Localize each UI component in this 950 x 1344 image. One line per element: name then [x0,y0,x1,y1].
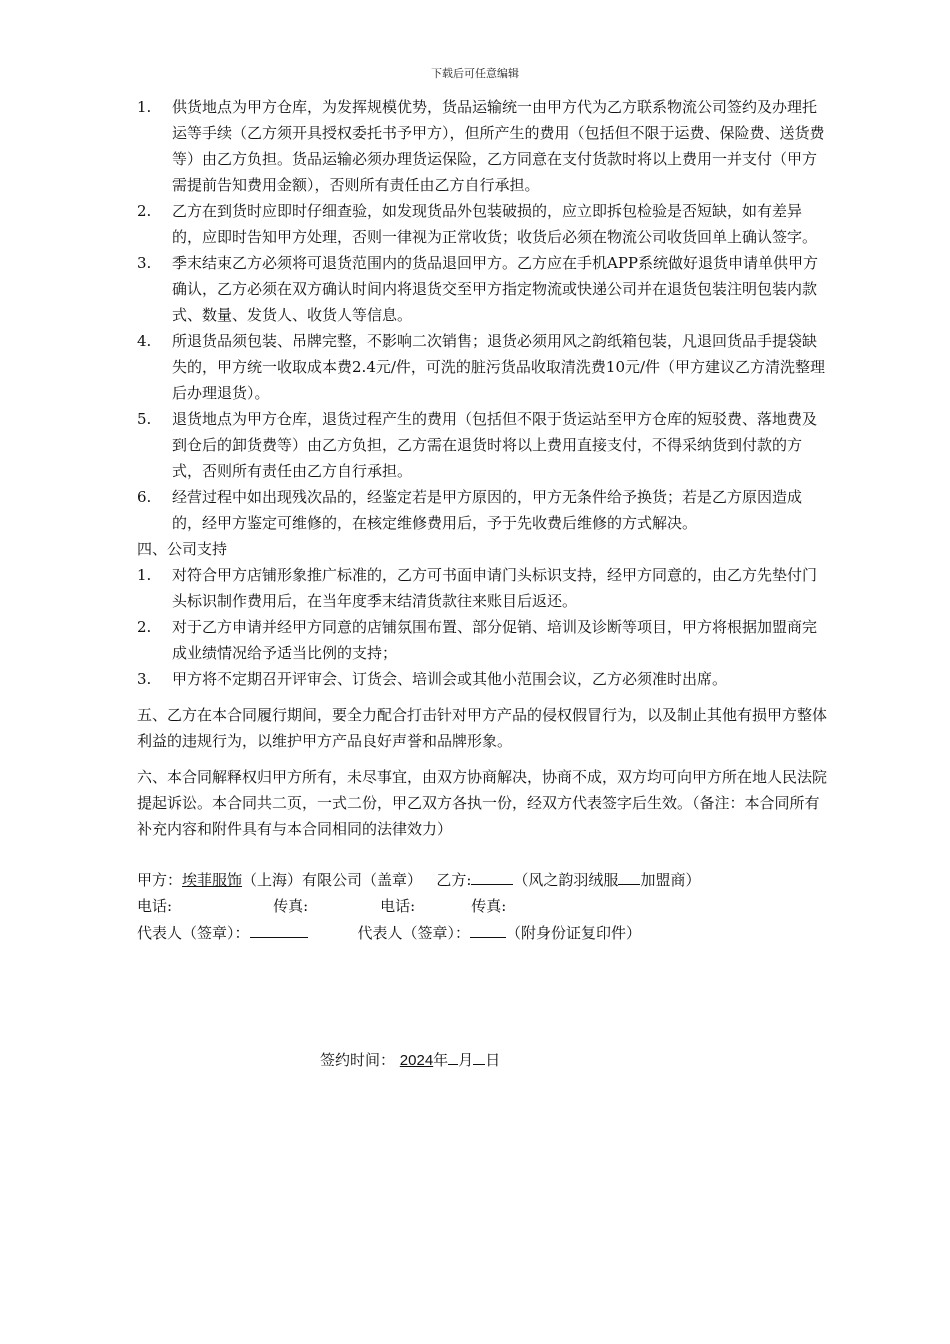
date-year: 2024 [399,1052,434,1069]
item-text: 乙方在到货时应即时仔细查验，如发现货品外包装破损的，应立即拆包检验是否短缺，如有差异的，应即时告知甲方处理，否则一律视为正常收货；收货后必须在物流公司收货回单上确认签字。 [172,202,818,246]
party-a-suffix: （上海）有限公司（盖章） [242,871,423,889]
item-text: 对符合甲方店铺形象推广标准的，乙方可书面申请门头标识支持，经甲方同意的，由乙方先垫付门头标识制作费用后，在当年度季末结清货款往来账目后返还。 [172,566,818,610]
section3-list [137,94,827,536]
party-a-name: 埃菲服饰 [182,871,243,889]
section6-paragraph: 六、本合同解释权归甲方所有，未尽事宜，由双方协商解决，协商不成，双方均可向甲方所在地人民法院提起诉讼。本合同共二页，一式二份，甲乙双方各执一份，经双方代表签字后生效。（备注：本合同所有补充内容和附件具有与本合同相同的法律效力） [137,768,828,838]
section5-paragraph: 五、乙方在本合同履行期间，要全力配合打击针对甲方产品的侵权假冒行为，以及制止其他有损甲方整体利益的违规行为，以维护甲方产品良好声誉和品牌形象。 [137,706,828,750]
contract-body [137,94,827,946]
item-number: 1. [137,98,152,116]
phone-label-a: 电话: [137,897,173,915]
list-item [137,614,827,666]
date-month-unit: 月 [458,1051,474,1069]
date-year-unit: 年 [433,1051,449,1069]
list-item [137,94,827,198]
list-item [137,406,827,484]
phone-label-b: 电话: [380,897,416,915]
item-number: 5. [137,410,152,428]
party-b-end: 加盟商） [640,871,701,889]
signing-date [320,1046,500,1074]
id-note: （附身份证复印件） [506,924,642,942]
item-number: 2. [137,202,152,220]
item-number: 3. [137,254,152,272]
list-item [137,562,827,614]
item-text: 供货地点为甲方仓库，为发挥规模优势，货品运输统一由甲方代为乙方联系物流公司签约及办理托运等手续（乙方须开具授权委托书予甲方），但所产生的费用（包括但不限于运费、保险费、送货费等）由乙方负担。货品运输必须办理货运保险，乙方同意在支付货款时将以上费用一并支付（甲方需提前告知费用金额），否则所有责任由乙方自行承担。 [172,98,825,194]
item-number: 6. [137,488,152,506]
signature-contact-row [137,893,827,919]
party-a-label: 甲方： [137,871,183,889]
rep-label-a: 代表人（签章）： [137,924,250,942]
list-item [137,484,827,536]
party-b-suffix: （风之韵羽绒服 [513,871,619,889]
item-number: 1. [137,566,152,584]
item-text: 经营过程中如出现残次品的，经鉴定若是甲方原因的，甲方无条件给予换货；若是乙方原因造成的，经甲方鉴定可维修的，在核定维修费用后，予于先收费后维修的方式解决。 [172,488,803,532]
item-text: 退货地点为甲方仓库，退货过程产生的费用（包括但不限于货运站至甲方仓库的短驳费、落地费及到仓后的卸货费等）由乙方负担，乙方需在退货时将以上费用直接支付，不得采纳货到付款的方式，否则所有责任由乙方自行承担。 [172,410,818,480]
rep-blank-a [250,919,308,938]
fax-label-a: 传真: [273,897,309,915]
date-day-unit: 日 [485,1051,501,1069]
rep-blank-b [470,919,506,938]
list-item [137,328,827,406]
section4-title: 四、公司支持 [137,540,228,558]
signature-party-row [137,866,827,893]
signature-block [137,866,827,946]
date-day-blank [473,1046,485,1065]
item-number: 4. [137,332,152,350]
item-text: 甲方将不定期召开评审会、订货会、培训会或其他小范围会议，乙方必须准时出席。 [172,670,728,688]
list-item [137,198,827,250]
party-b-label: 乙方: [436,871,472,889]
item-text: 季末结束乙方必须将可退货范围内的货品退回甲方。乙方应在手机APP系统做好退货申请单供甲方确认，乙方必须在双方确认时间内将退货交至甲方指定物流或快递公司并在退货包装注明包装内款式、数量、发货人、收货人等信息。 [172,254,819,324]
item-text: 对于乙方申请并经甲方同意的店铺氛围布置、部分促销、培训及诊断等项目，甲方将根据加盟商完成业绩情况给予适当比例的支持； [172,618,818,662]
fax-label-b: 传真: [471,897,507,915]
date-label: 签约时间： [320,1051,396,1069]
item-text: 所退货品须包装、吊牌完整，不影响二次销售；退货必须用风之韵纸箱包装，凡退回货品手提袋缺失的，甲方统一收取成本费2.4元/件，可洗的脏污货品收取清洗费10元/件（甲方建议乙方清洗整理后办理退货）。 [172,332,826,402]
page-header: 下载后可任意编辑 [431,67,519,80]
list-item [137,666,827,692]
item-number: 2. [137,618,152,636]
section4-list [137,562,827,692]
party-b-blank [471,866,513,885]
item-number: 3. [137,670,152,688]
party-b-blank-2 [618,866,640,885]
date-month-blank [448,1046,458,1065]
list-item [137,250,827,328]
signature-rep-row [137,919,827,946]
rep-label-b: 代表人（签章）： [357,924,471,942]
